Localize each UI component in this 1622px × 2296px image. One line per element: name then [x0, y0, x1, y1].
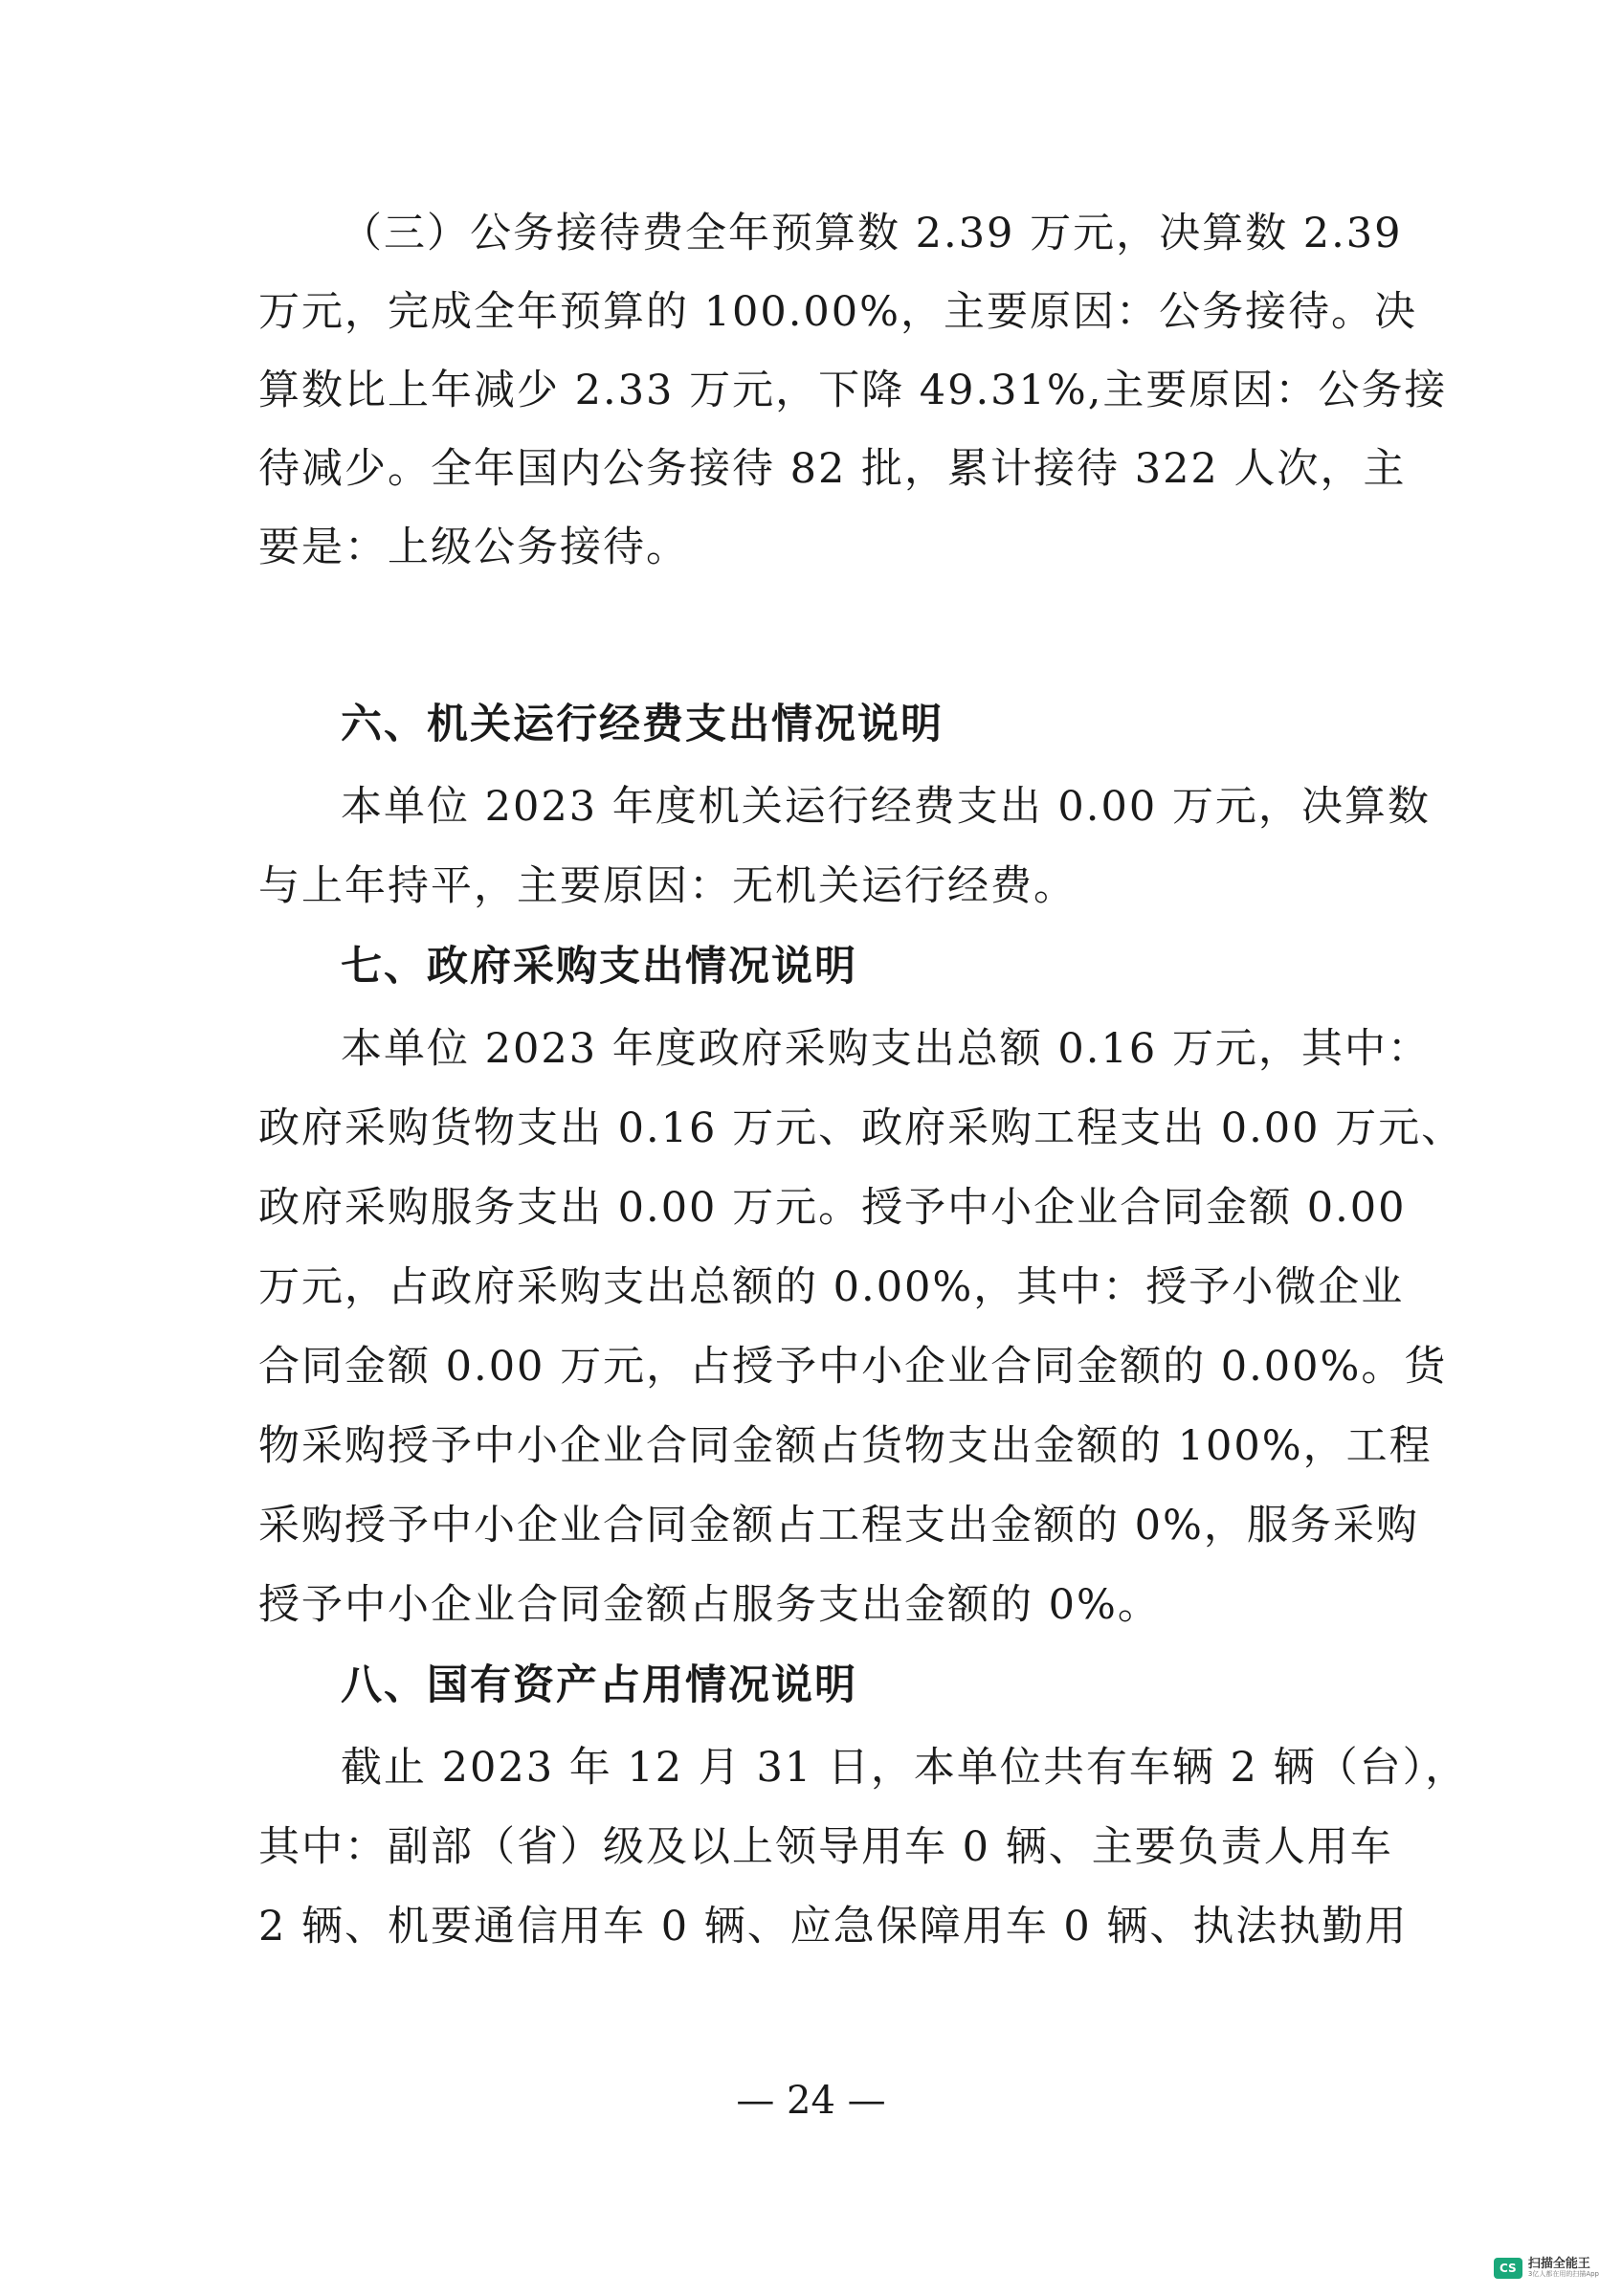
section-heading-7: 七、政府采购支出情况说明	[341, 943, 857, 991]
paragraph-line: 待减少。全年国内公务接待 82 批，累计接待 322 人次，主	[258, 445, 1407, 493]
watermark-tagline: 3亿人都在用的扫描App	[1527, 2270, 1599, 2279]
paragraph-line: 算数比上年减少 2.33 万元，下降 49.31%,主要原因：公务接	[258, 367, 1448, 414]
page-number: — 24 —	[736, 2079, 886, 2123]
section-heading-8: 八、国有资产占用情况说明	[341, 1661, 857, 1709]
paragraph-line: 万元，完成全年预算的 100.00%，主要原因：公务接待。决	[258, 288, 1417, 336]
paragraph-line: 2 辆、机要通信用车 0 辆、应急保障用车 0 辆、执法执勤用	[258, 1903, 1409, 1950]
camscanner-logo-icon: CS	[1494, 2258, 1522, 2279]
scanner-watermark	[1494, 2258, 1599, 2279]
paragraph-line: 物采购授予中小企业合同金额占货物支出金额的 100%，工程	[258, 1422, 1433, 1470]
paragraph-line: 其中：副部（省）级及以上领导用车 0 辆、主要负责人用车	[258, 1823, 1393, 1871]
section-heading-6: 六、机关运行经费支出情况说明	[341, 701, 944, 748]
paragraph-line: 截止 2023 年 12 月 31 日，本单位共有车辆 2 辆（台），	[341, 1744, 1469, 1792]
paragraph-line: 政府采购服务支出 0.00 万元。授予中小企业合同金额 0.00	[258, 1184, 1407, 1232]
paragraph-line: 采购授予中小企业合同金额占工程支出金额的 0%，服务采购	[258, 1502, 1419, 1549]
paragraph-line: 合同金额 0.00 万元，占授予中小企业合同金额的 0.00%。货	[258, 1343, 1448, 1391]
paragraph-line: 万元，占政府采购支出总额的 0.00%，其中：授予小微企业	[258, 1263, 1405, 1311]
paragraph-line: 要是：上级公务接待。	[258, 524, 689, 571]
paragraph-line: 政府采购货物支出 0.16 万元、政府采购工程支出 0.00 万元、	[258, 1104, 1465, 1152]
paragraph-line: 本单位 2023 年度政府采购支出总额 0.16 万元，其中：	[341, 1025, 1431, 1073]
paragraph-line: （三）公务接待费全年预算数 2.39 万元，决算数 2.39	[341, 210, 1403, 257]
paragraph-line: 授予中小企业合同金额占服务支出金额的 0%。	[258, 1581, 1161, 1629]
paragraph-line: 与上年持平，主要原因：无机关运行经费。	[258, 862, 1077, 910]
watermark-name: 扫描全能王	[1527, 2257, 1590, 2271]
paragraph-line: 本单位 2023 年度机关运行经费支出 0.00 万元，决算数	[341, 783, 1431, 831]
